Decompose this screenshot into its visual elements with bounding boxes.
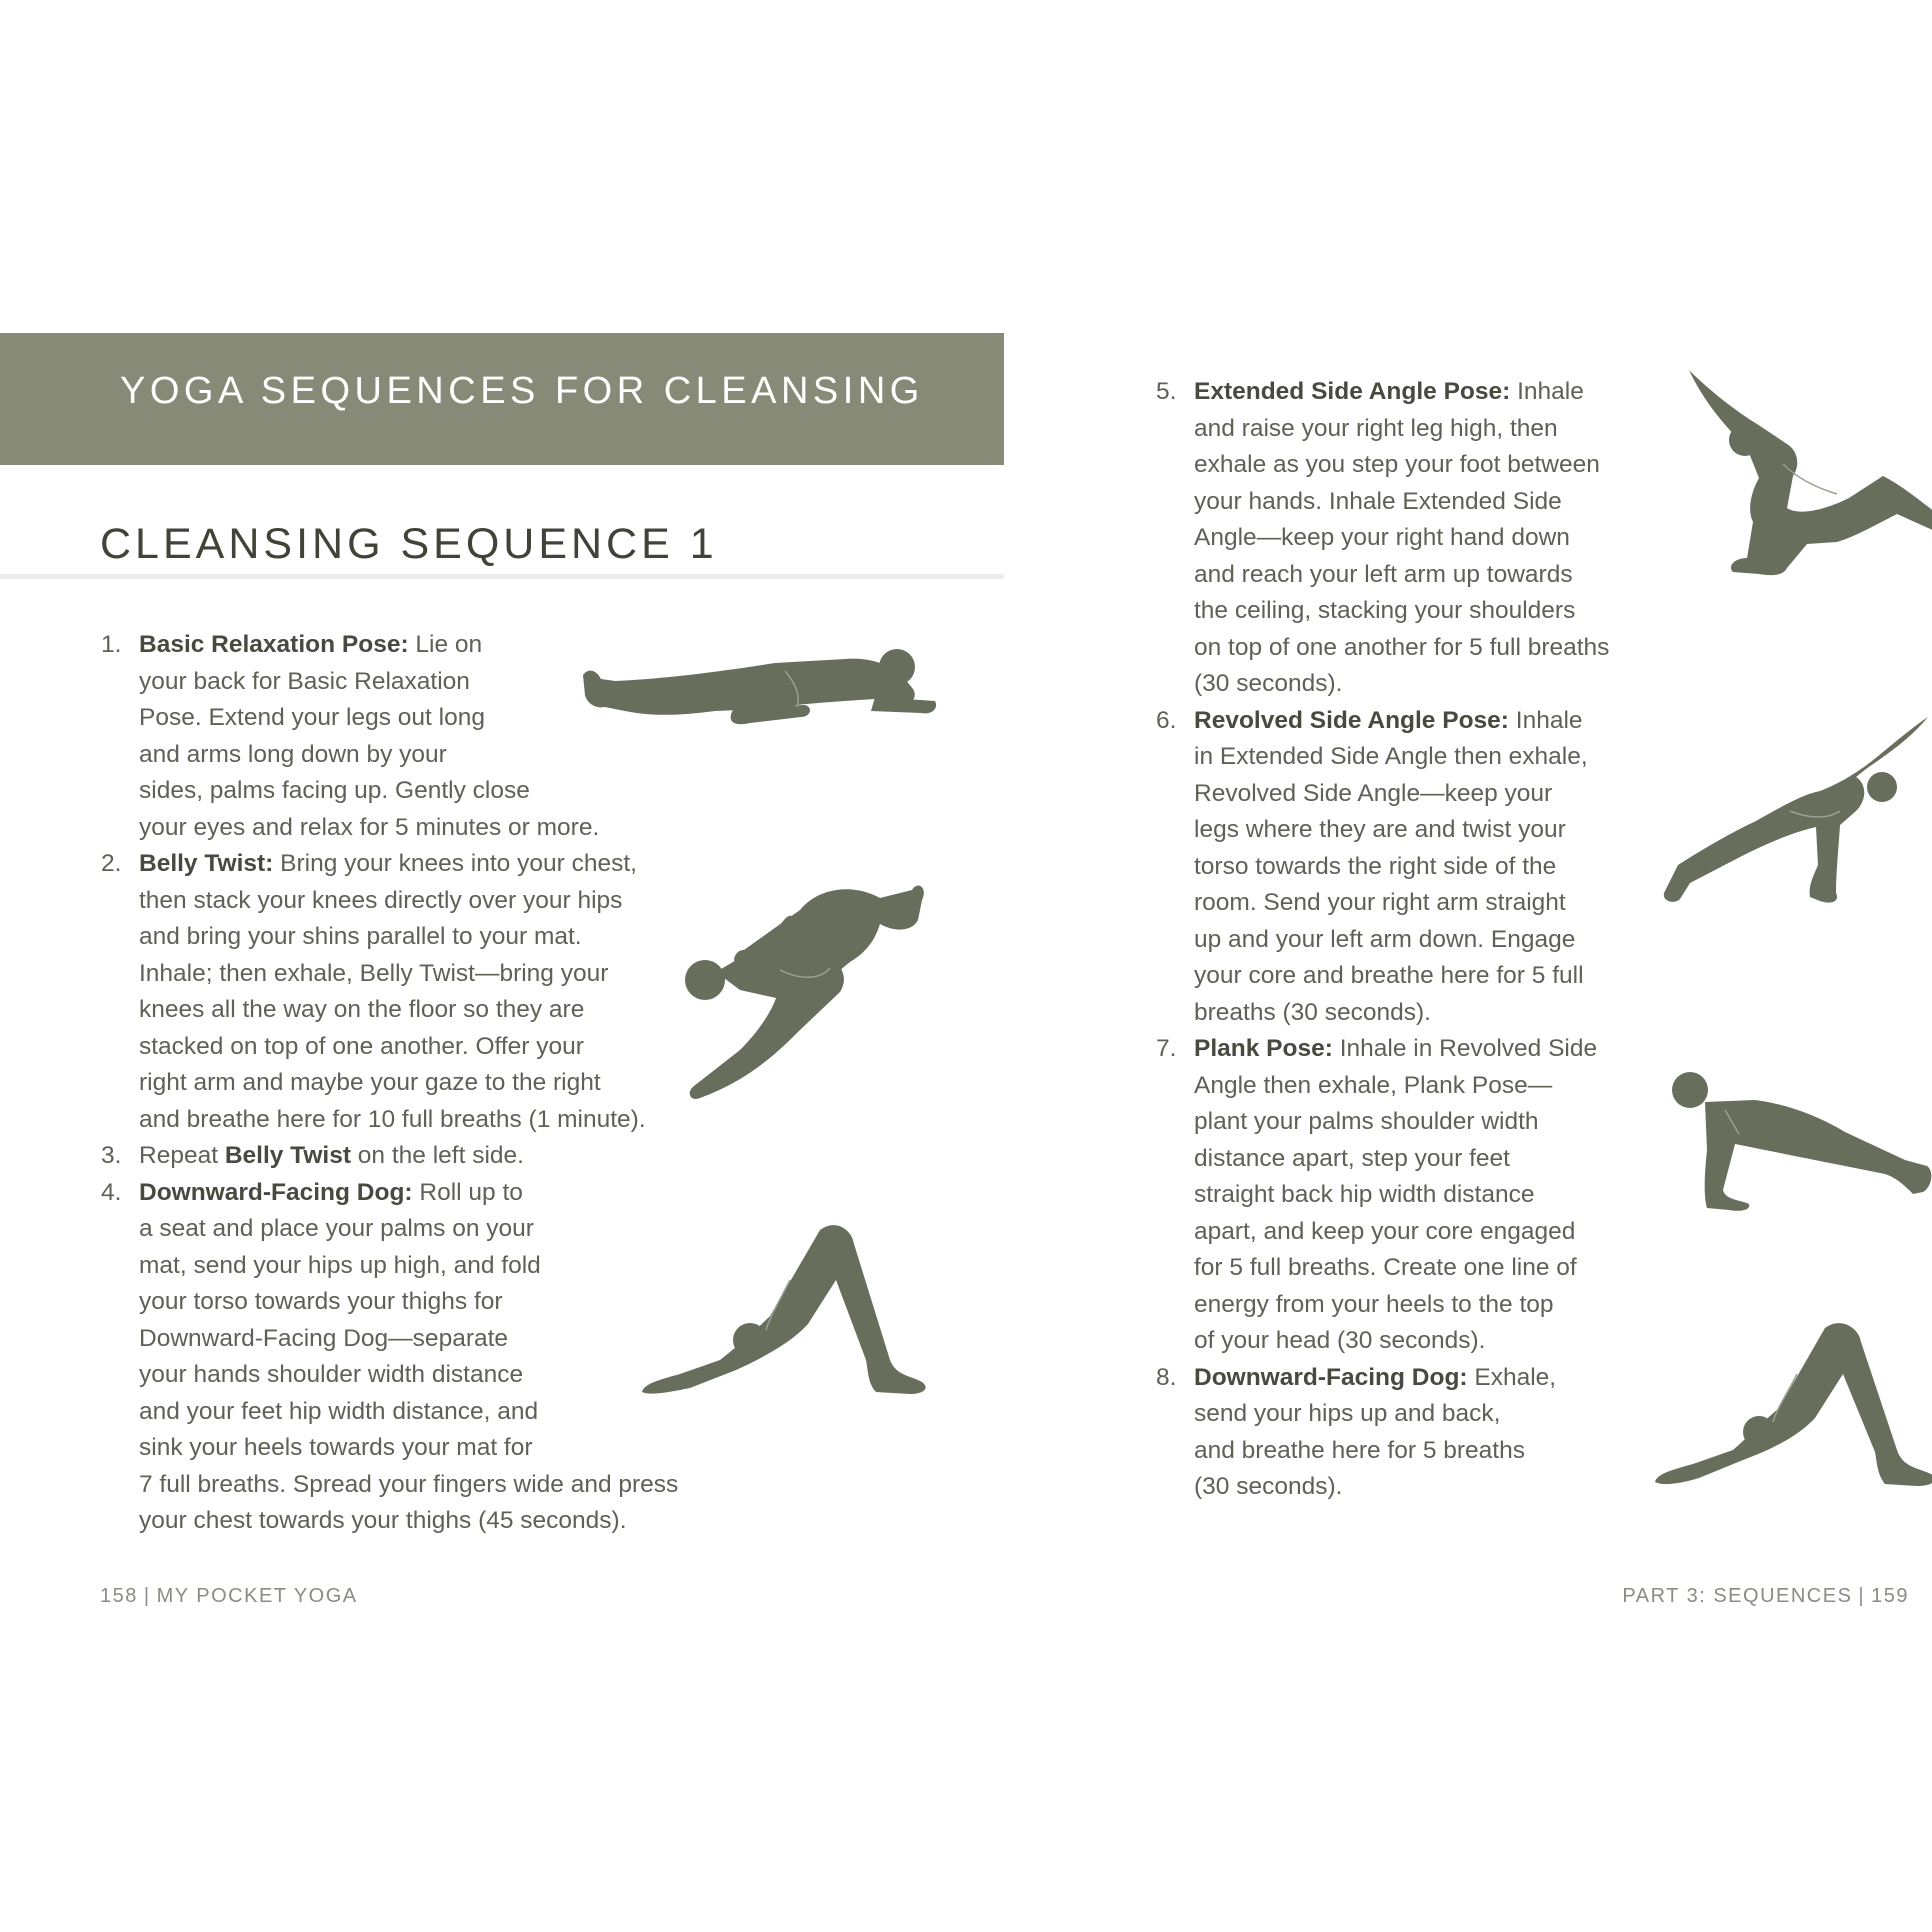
step-line (1194, 812, 1609, 849)
step-line (1194, 1177, 1609, 1214)
downward-facing-dog-figure (640, 1220, 930, 1405)
step-item (101, 846, 678, 1138)
footer-separator: | (143, 1585, 151, 1607)
right-page-footer (1622, 1585, 1909, 1608)
step-text: your eyes and relax for 5 minutes or more. (139, 813, 600, 841)
step-line (139, 1211, 678, 1248)
step-text: Repeat (139, 1142, 225, 1169)
step-line (139, 810, 678, 847)
left-page-footer (100, 1585, 358, 1608)
step-line (139, 773, 678, 810)
step-number: 1. (101, 631, 122, 658)
step-text: a seat and place your palms on your (139, 1215, 534, 1242)
step-text: up and your left arm down. Engage (1194, 925, 1576, 953)
step-item (1156, 1031, 1609, 1360)
step-text: Inhale; then exhale, Belly Twist—bring your (139, 959, 609, 987)
step-number: 6. (1156, 706, 1177, 734)
step-line (1194, 630, 1609, 667)
part-title: PART 3: SEQUENCES (1622, 1585, 1853, 1607)
step-line (1194, 1141, 1609, 1178)
step-line (139, 1138, 678, 1175)
book-title: MY POCKET YOGA (156, 1585, 358, 1607)
section-title: YOGA SEQUENCES FOR CLEANSING (120, 370, 924, 412)
step-text: stacked on top of one another. Offer your (139, 1032, 584, 1060)
step-item (101, 1138, 678, 1175)
step-line (1194, 1031, 1609, 1068)
step-line (139, 1321, 678, 1358)
belly-twist-figure (680, 880, 925, 1105)
step-line (139, 1102, 678, 1139)
plank-pose-figure (1665, 1070, 1932, 1215)
step-line (139, 846, 678, 883)
step-text: the ceiling, stacking your shoulders (1194, 597, 1576, 624)
step-line (139, 956, 678, 993)
pose-name: Belly Twist (224, 1142, 351, 1169)
step-text: then stack your knees directly over your hips (139, 886, 623, 914)
step-line (1194, 776, 1609, 813)
step-text: exhale as you step your foot between (1194, 451, 1600, 478)
step-line (1194, 1360, 1609, 1397)
step-text: and breathe here for 10 full breaths (1 minute). (139, 1105, 646, 1133)
step-text: of your head (30 seconds). (1194, 1327, 1486, 1354)
step-line (1194, 484, 1609, 521)
step-text: Exhale, (1467, 1363, 1557, 1391)
step-text: energy from your heels to the top (1194, 1290, 1554, 1318)
step-line (139, 1430, 678, 1467)
step-line (139, 1175, 678, 1212)
step-number: 5. (1156, 378, 1177, 405)
right-step-list (1156, 374, 1610, 1506)
step-text: send your hips up and back, (1194, 1400, 1501, 1427)
step-text: your core and breathe here for 5 full (1194, 962, 1584, 989)
step-text: your hands. Inhale Extended Side (1194, 487, 1562, 515)
step-text: and raise your right leg high, then (1194, 414, 1558, 442)
step-line (1194, 1104, 1609, 1141)
step-text: for 5 full breaths. Create one line of (1194, 1254, 1577, 1281)
step-text: Roll up to (412, 1178, 523, 1206)
step-item (1156, 703, 1609, 1032)
pose-name: Belly Twist: (139, 850, 274, 877)
step-line (1194, 885, 1609, 922)
step-text: Bring your knees into your chest, (273, 850, 637, 877)
title-divider (0, 574, 1004, 579)
step-line (1194, 520, 1609, 557)
step-line (1194, 411, 1609, 448)
step-text: sink your heels towards your mat for (139, 1434, 533, 1461)
step-text: Inhale (1508, 706, 1583, 734)
step-text: 7 full breaths. Spread your fingers wide and press (139, 1470, 679, 1498)
step-line (1194, 1433, 1609, 1470)
step-text: and bring your shins parallel to your mat. (139, 923, 582, 950)
step-line (1194, 447, 1609, 484)
step-item (101, 1175, 679, 1540)
step-number: 3. (101, 1142, 122, 1169)
step-line (1194, 1323, 1609, 1360)
step-line (139, 1357, 678, 1394)
step-text: (30 seconds). (1194, 670, 1343, 697)
section-banner (0, 333, 1004, 465)
step-text: Pose. Extend your legs out long (139, 704, 485, 731)
step-line (1194, 666, 1609, 703)
step-number: 4. (101, 1178, 122, 1206)
revolved-side-angle-figure (1660, 715, 1930, 905)
step-text: apart, and keep your core engaged (1194, 1217, 1576, 1245)
step-line (1194, 557, 1609, 594)
step-text: and your feet hip width distance, and (139, 1397, 539, 1425)
step-text: knees all the way on the floor so they are (139, 996, 585, 1023)
step-text: mat, send your hips up high, and fold (139, 1251, 541, 1279)
step-text: and breathe here for 5 breaths (1194, 1436, 1525, 1464)
step-line (139, 1284, 678, 1321)
pose-name: Revolved Side Angle Pose: (1194, 706, 1509, 734)
left-step-list (101, 627, 679, 1540)
step-text: (30 seconds). (1194, 1473, 1343, 1500)
step-text: and reach your left arm up towards (1194, 560, 1573, 588)
step-text: straight back hip width distance (1194, 1181, 1535, 1208)
step-item (1156, 374, 1610, 703)
step-text: your hands shoulder width distance (139, 1361, 524, 1388)
step-text: plant your palms shoulder width (1194, 1108, 1539, 1135)
step-line (139, 737, 678, 774)
step-text: breaths (30 seconds). (1194, 998, 1431, 1026)
step-line (1194, 593, 1609, 630)
step-item (1156, 1360, 1609, 1506)
step-line (1194, 1287, 1609, 1324)
step-line (139, 1467, 678, 1504)
step-line (139, 1029, 678, 1066)
step-line (1194, 958, 1609, 995)
step-text: distance apart, step your feet (1194, 1144, 1510, 1172)
step-text: room. Send your right arm straight (1194, 889, 1566, 916)
step-line (1194, 703, 1609, 740)
sequence-title: CLEANSING SEQUENCE 1 (100, 520, 718, 568)
step-line (139, 1065, 678, 1102)
step-number: 8. (1156, 1363, 1177, 1391)
step-line (139, 1394, 678, 1431)
step-line (1194, 1250, 1609, 1287)
step-text: Angle—keep your right hand down (1194, 524, 1570, 551)
step-line (1194, 1214, 1609, 1251)
step-text: your torso towards your thighs for (139, 1288, 503, 1315)
step-line (139, 919, 678, 956)
step-text: sides, palms facing up. Gently close (139, 777, 530, 804)
step-text: right arm and maybe your gaze to the right (139, 1069, 601, 1096)
footer-separator: | (1858, 1585, 1866, 1607)
step-text: on top of one another for 5 full breaths (1194, 633, 1610, 661)
step-line (1194, 1396, 1609, 1433)
extended-side-angle-figure (1687, 368, 1932, 578)
pose-name: Plank Pose: (1194, 1035, 1333, 1062)
step-text: your back for Basic Relaxation (139, 667, 470, 695)
step-line (1194, 739, 1609, 776)
step-line (1194, 849, 1609, 886)
step-text: in Extended Side Angle then exhale, (1194, 743, 1588, 770)
step-line (139, 883, 678, 920)
step-number: 2. (101, 850, 122, 877)
step-text: legs where they are and twist your (1194, 816, 1566, 843)
step-line (1194, 1469, 1609, 1506)
step-line (1194, 374, 1609, 411)
step-text: torso towards the right side of the (1194, 852, 1557, 880)
step-text: Inhale in Revolved Side (1332, 1035, 1598, 1062)
step-text: Angle then exhale, Plank Pose— (1194, 1071, 1553, 1099)
left-page-number: 158 (100, 1585, 138, 1607)
step-line (139, 1248, 678, 1285)
step-line (139, 992, 678, 1029)
pose-name: Extended Side Angle Pose: (1194, 378, 1511, 405)
step-text: Lie on (408, 631, 483, 658)
right-page-number: 159 (1871, 1585, 1909, 1607)
step-line (1194, 922, 1609, 959)
step-line (1194, 1068, 1609, 1105)
step-text: your chest towards your thighs (45 seconds). (139, 1507, 627, 1534)
pose-name: Downward-Facing Dog: (139, 1178, 413, 1206)
step-text: Downward-Facing Dog—separate (139, 1324, 509, 1352)
step-line (139, 1503, 678, 1540)
downward-facing-dog-figure-2 (1655, 1320, 1932, 1495)
pose-name: Basic Relaxation Pose: (139, 631, 409, 658)
step-line (1194, 995, 1609, 1032)
basic-relaxation-pose-figure (575, 645, 940, 735)
step-text: Revolved Side Angle—keep your (1194, 779, 1553, 807)
step-number: 7. (1156, 1035, 1177, 1062)
step-text: and arms long down by your (139, 740, 447, 768)
step-text: on the left side. (350, 1142, 524, 1169)
step-text: Inhale (1510, 378, 1584, 405)
pose-name: Downward-Facing Dog: (1194, 1363, 1468, 1391)
